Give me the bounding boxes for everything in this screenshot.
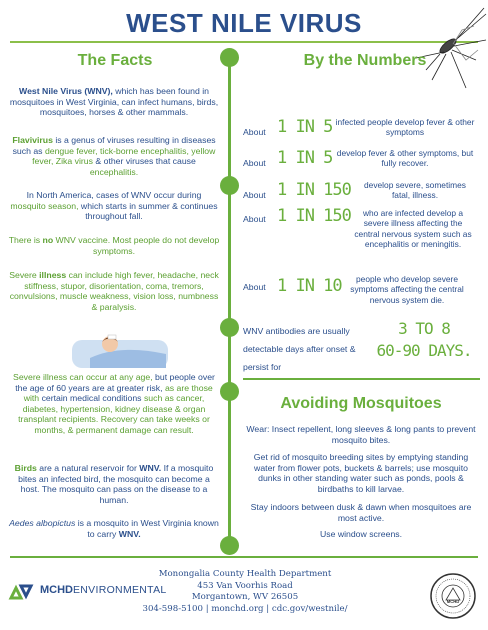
- timeline-dot: [220, 382, 239, 401]
- footer-city: Morgantown, WV 26505: [191, 592, 299, 602]
- fact-aedes-term: Aedes albopictus: [9, 518, 76, 528]
- health-department-seal: [429, 572, 477, 620]
- fact-text: If a mosquito bites an infected bird, the mosquito can become a host. The mosquito can pass on the disease to a human.: [18, 463, 214, 505]
- fact-illness-term: illness: [39, 270, 67, 280]
- fact-text: is a genus of viruses resulting in diseases such as: [12, 135, 216, 156]
- stat-desc: infected people develop fever & other symptoms: [335, 117, 475, 138]
- timeline-dot: [220, 318, 239, 337]
- fact-wnv-text: which has been found in mosquitoes in West Virginia, can infect humans, birds, mosquitoes, horses & other mammals.: [9, 86, 219, 118]
- fact-vaccine: [8, 235, 220, 256]
- fact-text: There is: [8, 235, 43, 245]
- fact-text: can include high fever, headache, neck stiffness, stupor, disorientation, coma, tremors, convulsions, muscle weakness, vision loss, numbness & paralysis.: [9, 270, 219, 312]
- stat-row: [243, 117, 473, 145]
- fact-text: which starts in summer & continues throughout fall.: [78, 200, 218, 222]
- avoid-tip: Use window screens.: [319, 529, 403, 539]
- fact-aedes: [8, 518, 220, 539]
- fact-wnv-term: WNV.: [118, 528, 141, 539]
- logo-thin: ENVIRONMENTAL: [73, 584, 167, 596]
- fact-season-term: mosquito season,: [10, 200, 79, 211]
- antibodies-figures: [372, 318, 476, 362]
- fact-risk: [8, 372, 220, 436]
- numbers-heading: By the Numbers: [303, 52, 427, 69]
- fact-text: Severe: [9, 270, 40, 280]
- stat-row: [243, 148, 473, 176]
- stat-about: About: [243, 190, 266, 200]
- timeline-line: [228, 52, 231, 550]
- stat-row: [243, 272, 473, 312]
- fact-text: is a mosquito in West Virginia known to carry: [75, 518, 219, 539]
- stat-ratio: 1 IN 150: [277, 206, 351, 226]
- fact-wnv: [8, 86, 220, 118]
- sick-person-illustration: [70, 330, 170, 370]
- stat-row: [243, 180, 473, 208]
- stat-desc: people who develop severe symptoms affecting the central nervous system die.: [350, 274, 464, 305]
- avoid-tip: Wear: Insect repellent, long sleeves & long pants to prevent mosquito bites.: [246, 424, 476, 445]
- fact-diseases: dengue fever, tick-borne encephalitis, yellow fever, Zika virus: [32, 145, 216, 167]
- fact-wnv-term: West Nile Virus (WNV),: [19, 86, 113, 96]
- avoid-heading: Avoiding Mosquitoes: [280, 395, 442, 412]
- fact-encephalitis: encephalitis.: [89, 166, 139, 177]
- fact-birds-term: Birds: [14, 463, 37, 473]
- fact-text: & other viruses that cause: [92, 156, 196, 167]
- footer-divider: [10, 556, 478, 558]
- timeline-dot: [220, 48, 239, 67]
- fact-flavivirus: [8, 135, 220, 177]
- logo-bold: MCHD: [40, 584, 73, 596]
- fact-birds: [8, 463, 220, 505]
- stat-desc: who are infected develop a severe illness affecting the central nervous system such as encephalitis or meningitis.: [354, 208, 472, 250]
- fact-text: as are those with: [23, 382, 213, 404]
- seal-text: MCHD: [446, 599, 460, 604]
- timeline-dot: [220, 536, 239, 555]
- fact-text: such as cancer, diabetes, hypertension, kidney disease & organ transplant recipients. Recovery can take weeks or months, & permanent damage can result.: [18, 393, 210, 435]
- fact-text: Severe illness can occur at any age,: [13, 372, 156, 382]
- stat-about: About: [243, 282, 266, 292]
- stat-about: About: [243, 158, 266, 168]
- facts-heading: The Facts: [77, 52, 153, 69]
- stat-about: About: [243, 214, 266, 224]
- fact-wnv-term: WNV.: [139, 463, 162, 473]
- stat-ratio: 1 IN 5: [277, 148, 333, 168]
- fact-text: In North America, cases of WNV occur during: [26, 190, 202, 200]
- fact-no: no: [42, 235, 54, 245]
- fact-illness: [8, 270, 220, 312]
- antibodies-persist: 60-90 DAYS.: [376, 341, 472, 360]
- stat-desc: develop fever & other symptoms, but fully recover.: [336, 148, 474, 169]
- fact-age-risk: but people over the age of 60 years are at greater risk,: [15, 372, 215, 393]
- fact-season: [8, 190, 220, 222]
- mosquito-illustration: [396, 0, 488, 92]
- avoid-tip: Get rid of mosquito breeding sites by emptying standing water from flower pots, buckets & barrels; use mosquito dunks in other standing water such as ponds, pools & birdbaths to kill larvae.: [253, 452, 469, 494]
- timeline-dot: [220, 176, 239, 195]
- stat-ratio: 1 IN 10: [277, 276, 342, 296]
- fact-text: are a natural reservoir for: [36, 463, 140, 473]
- stat-row: [243, 208, 473, 260]
- footer-links: 304-598-5100 | monchd.org | cdc.gov/westnile/: [142, 603, 348, 614]
- stat-about: About: [243, 127, 266, 137]
- antibodies-days: 3 TO 8: [398, 319, 450, 338]
- stat-ratio: 1 IN 150: [277, 180, 351, 200]
- footer-address: 453 Van Voorhis Road: [197, 580, 293, 591]
- antibodies-text: WNV antibodies are usually detectable days after onset & persist for: [243, 326, 356, 372]
- footer-contact: [120, 569, 370, 615]
- avoid-tip: Stay indoors between dusk & dawn when mosquitoes are most active.: [250, 502, 472, 523]
- fact-conditions: certain medical conditions: [41, 393, 142, 404]
- section-divider: [243, 378, 480, 380]
- fact-text: WNV vaccine. Most people do not develop symptoms.: [53, 235, 220, 256]
- fact-flavivirus-term: Flavivirus: [12, 135, 53, 145]
- stat-ratio: 1 IN 5: [277, 117, 333, 137]
- footer-org: Monongalia County Health Department: [158, 569, 332, 579]
- recycle-icon: [6, 580, 36, 604]
- stat-desc: develop severe, sometimes fatal, illness.: [364, 180, 466, 201]
- page-title: WEST NILE VIRUS: [126, 8, 362, 38]
